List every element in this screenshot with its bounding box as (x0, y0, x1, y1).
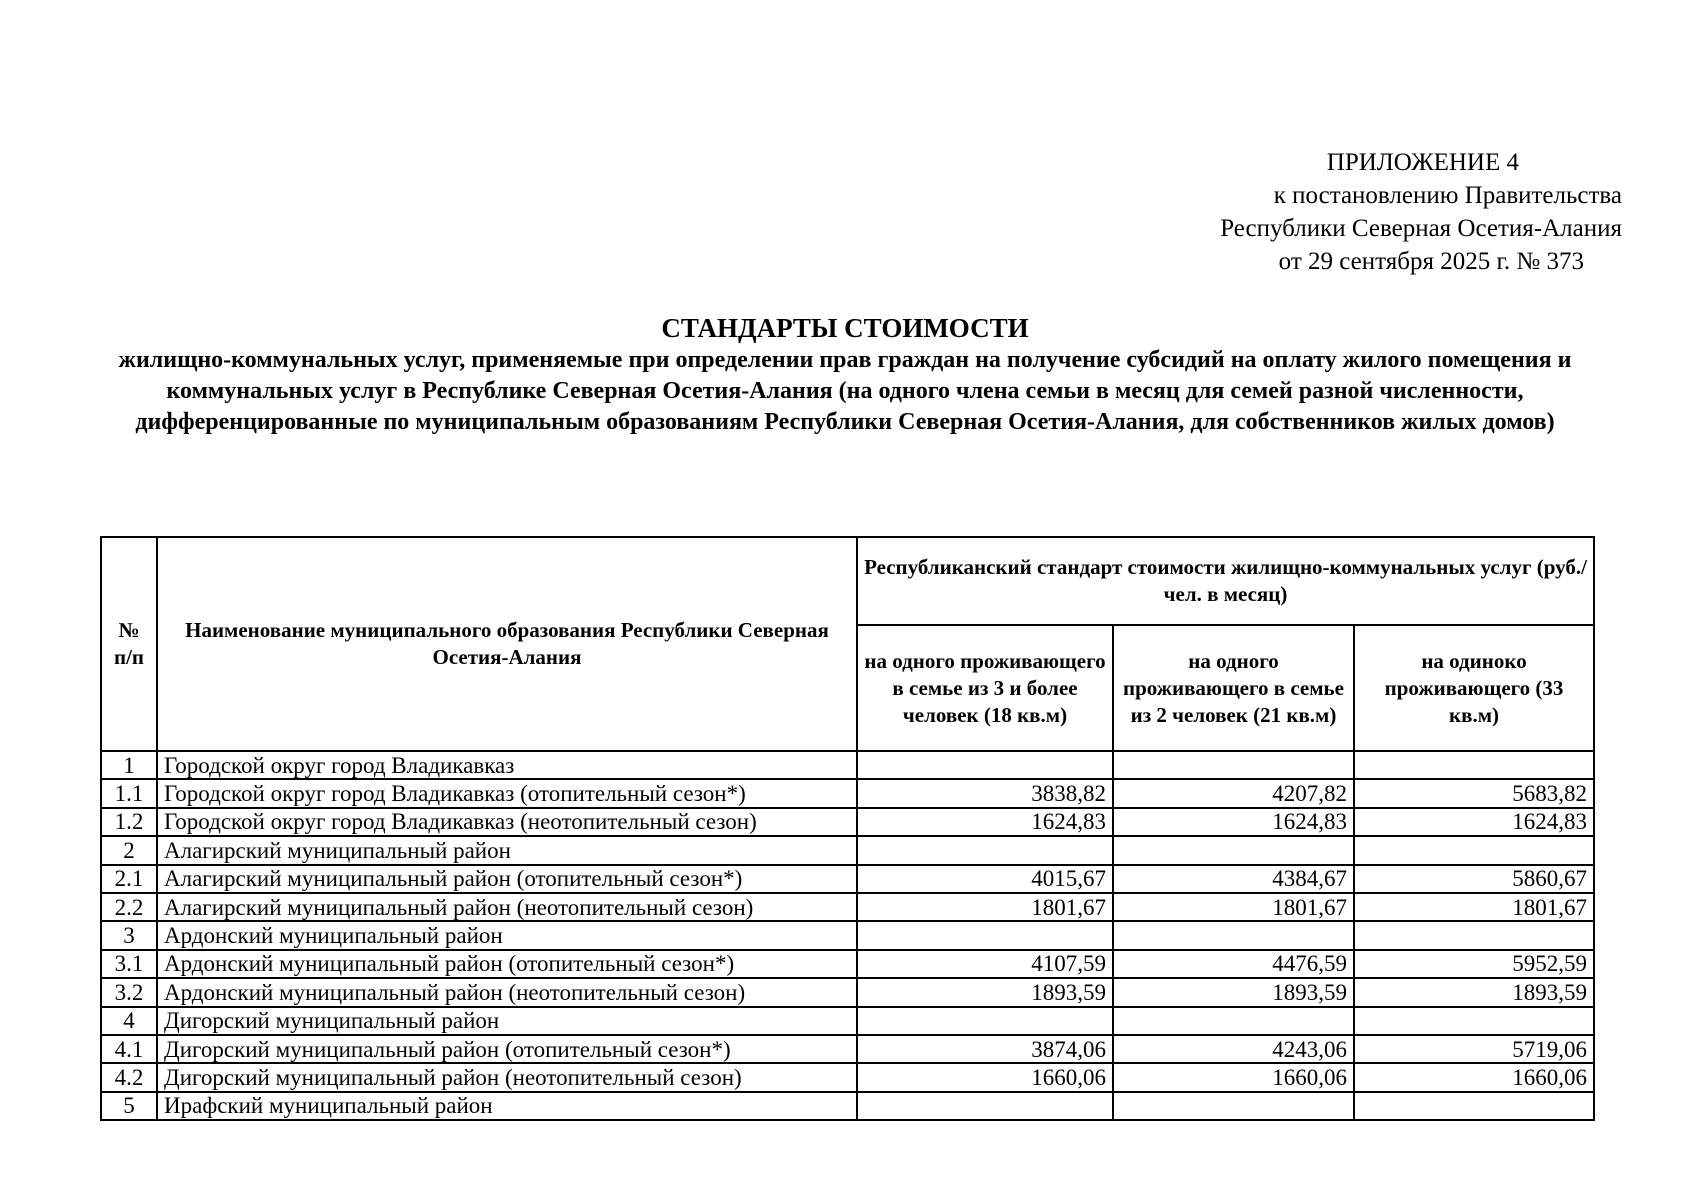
standards-table (100, 536, 1595, 1121)
table-row (101, 1092, 1594, 1120)
row-number-cell: 2.1 (101, 865, 157, 893)
value-single-cell: 1801,67 (1354, 893, 1594, 921)
row-number-cell: 4.2 (101, 1063, 157, 1091)
row-number-cell: 4.1 (101, 1035, 157, 1063)
table-row (101, 921, 1594, 949)
value-family-3plus-cell (857, 836, 1113, 864)
header-num: № п/п (101, 537, 157, 751)
row-number-cell: 3.1 (101, 950, 157, 978)
value-single-cell: 5952,59 (1354, 950, 1594, 978)
value-family-3plus-cell (857, 1007, 1113, 1035)
value-single-cell: 5719,06 (1354, 1035, 1594, 1063)
appendix-date: от 29 сентября 2025 г. № 373 (1278, 248, 1584, 275)
value-family-2-cell: 1660,06 (1113, 1063, 1354, 1091)
value-family-3plus-cell (857, 751, 1113, 779)
value-family-3plus-cell (857, 921, 1113, 949)
row-number-cell: 1 (101, 751, 157, 779)
value-single-cell: 1660,06 (1354, 1063, 1594, 1091)
value-family-2-cell (1113, 751, 1354, 779)
municipality-cell: Дигорский муниципальный район (157, 1007, 857, 1035)
appendix-number: ПРИЛОЖЕНИЕ 4 (1326, 149, 1519, 176)
value-family-3plus-cell: 3874,06 (857, 1035, 1113, 1063)
table-row (101, 836, 1594, 864)
value-family-3plus-cell: 1893,59 (857, 978, 1113, 1006)
municipality-cell: Дигорский муниципальный район (отопительный сезон*) (157, 1035, 857, 1063)
row-number-cell: 2 (101, 836, 157, 864)
appendix-reference: к постановлению Правительства (1273, 182, 1622, 209)
row-number-cell: 5 (101, 1092, 157, 1120)
municipality-cell: Ирафский муниципальный район (157, 1092, 857, 1120)
table-row (101, 950, 1594, 978)
value-family-2-cell: 1624,83 (1113, 808, 1354, 836)
value-single-cell (1354, 751, 1594, 779)
value-family-2-cell: 4207,82 (1113, 779, 1354, 807)
row-number-cell: 3.2 (101, 978, 157, 1006)
value-family-2-cell: 4243,06 (1113, 1035, 1354, 1063)
municipality-cell: Алагирский муниципальный район (отопительный сезон*) (157, 865, 857, 893)
header-family-3plus: на одного проживающего в семье из 3 и более человек (18 кв.м) (857, 625, 1113, 751)
value-family-3plus-cell: 1660,06 (857, 1063, 1113, 1091)
value-single-cell (1354, 921, 1594, 949)
header-standard-group: Республиканский стандарт стоимости жилищно-коммунальных услуг (руб./чел. в месяц) (857, 537, 1594, 625)
value-family-2-cell (1113, 1092, 1354, 1120)
document-title: СТАНДАРТЫ СТОИМОСТИ (661, 313, 1029, 343)
value-family-2-cell: 1893,59 (1113, 978, 1354, 1006)
table-row (101, 1063, 1594, 1091)
table-body (101, 751, 1594, 1120)
value-single-cell: 5683,82 (1354, 779, 1594, 807)
table-row (101, 978, 1594, 1006)
value-single-cell: 5860,67 (1354, 865, 1594, 893)
value-family-3plus-cell: 4107,59 (857, 950, 1113, 978)
header-municipality: Наименование муниципального образования Республики Северная Осетия-Алания (157, 537, 857, 751)
row-number-cell: 4 (101, 1007, 157, 1035)
municipality-cell: Городской округ город Владикавказ (157, 751, 857, 779)
table-row (101, 893, 1594, 921)
row-number-cell: 1.1 (101, 779, 157, 807)
municipality-cell: Городской округ город Владикавказ (отопительный сезон*) (157, 779, 857, 807)
value-family-3plus-cell: 1624,83 (857, 808, 1113, 836)
value-family-3plus-cell: 3838,82 (857, 779, 1113, 807)
table-row (101, 808, 1594, 836)
row-number-cell: 3 (101, 921, 157, 949)
table-row (101, 1035, 1594, 1063)
municipality-cell: Дигорский муниципальный район (неотопительный сезон) (157, 1063, 857, 1091)
document-heading (60, 311, 1630, 438)
municipality-cell: Алагирский муниципальный район (157, 836, 857, 864)
value-single-cell (1354, 836, 1594, 864)
municipality-cell: Ардонский муниципальный район (157, 921, 857, 949)
appendix-header (1000, 146, 1622, 278)
value-family-3plus-cell: 4015,67 (857, 865, 1113, 893)
value-family-2-cell (1113, 836, 1354, 864)
value-family-3plus-cell: 1801,67 (857, 893, 1113, 921)
value-single-cell (1354, 1007, 1594, 1035)
value-family-2-cell (1113, 921, 1354, 949)
row-number-cell: 1.2 (101, 808, 157, 836)
table-row (101, 779, 1594, 807)
value-single-cell (1354, 1092, 1594, 1120)
municipality-cell: Ардонский муниципальный район (отопительный сезон*) (157, 950, 857, 978)
value-family-2-cell: 1801,67 (1113, 893, 1354, 921)
value-family-2-cell: 4384,67 (1113, 865, 1354, 893)
header-single: на одиноко проживающего (33 кв.м) (1354, 625, 1594, 751)
row-number-cell: 2.2 (101, 893, 157, 921)
value-family-3plus-cell (857, 1092, 1113, 1120)
table-row (101, 751, 1594, 779)
document-subtitle: жилищно-коммунальных услуг, применяемые при определении прав граждан на получение субсидий на оплату жилого помещения и коммунальных услуг в Республике Северная Осетия-Алания (на одного члена семьи в месяц для семей разной численности, дифференцированные по муниципальным образованиям Республики Северная Осетия-Алания, для собственников жилых домов) (118, 347, 1572, 435)
value-single-cell: 1893,59 (1354, 978, 1594, 1006)
municipality-cell: Городской округ город Владикавказ (неотопительный сезон) (157, 808, 857, 836)
municipality-cell: Алагирский муниципальный район (неотопительный сезон) (157, 893, 857, 921)
value-family-2-cell (1113, 1007, 1354, 1035)
value-single-cell: 1624,83 (1354, 808, 1594, 836)
appendix-government: Республики Северная Осетия-Алания (1220, 215, 1622, 242)
table-row (101, 1007, 1594, 1035)
table-row (101, 865, 1594, 893)
value-family-2-cell: 4476,59 (1113, 950, 1354, 978)
header-family-2: на одного проживающего в семье из 2 человек (21 кв.м) (1113, 625, 1354, 751)
municipality-cell: Ардонский муниципальный район (неотопительный сезон) (157, 978, 857, 1006)
